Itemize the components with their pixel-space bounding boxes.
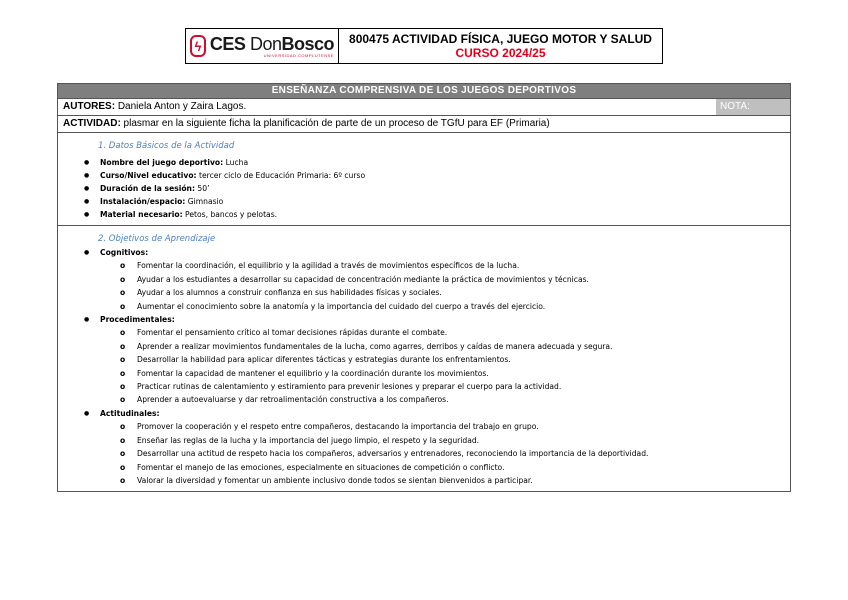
list-item: o Practicar rutinas de calentamiento y estiramiento para prevenir lesiones y preparar el cuerpo para la actividad. [58, 380, 790, 393]
course-year: CURSO 2024/25 [455, 46, 546, 60]
list-item: o Ayudar a los estudiantes a desarrollar su capacidad de concentración mediante la práctica de movimientos y técnicas. [58, 273, 790, 286]
list-item: o Promover la cooperación y el respeto entre compañeros, destacando la importancia del trabajo en grupo. [58, 420, 790, 433]
authors-label: AUTORES: [63, 101, 116, 112]
cognitive-objectives-list [58, 259, 790, 313]
sheet-band-title: ENSEÑANZA COMPRENSIVA DE LOS JUEGOS DEPORTIVOS [58, 84, 790, 98]
basic-data-list [58, 156, 790, 221]
group-label: Procedimentales: [100, 315, 175, 325]
item-value: Gimnasio [185, 197, 224, 206]
list-item: o Desarrollar una actitud de respeto hacia los compañeros, adversarios y entrenadores, reconociendo la importancia de la deportividad. [58, 447, 790, 460]
logo-shield-icon: ϟ [190, 35, 206, 57]
list-item: o Fomentar el pensamiento crítico al tomar decisiones rápidas durante el combate. [58, 326, 790, 339]
attitudinal-objectives-list [58, 420, 790, 487]
list-item: o Fomentar el manejo de las emociones, especialmente en situaciones de competición o conflicto. [58, 461, 790, 474]
item-label: Nombre del juego deportivo: [100, 158, 224, 167]
logo-bosco-text: Bosco [281, 33, 334, 54]
item-label: Duración de la sesión: [100, 184, 196, 193]
activity-sheet-table [57, 83, 791, 492]
objective-group-attitudinal [58, 407, 790, 420]
objectives-list [58, 246, 790, 259]
list-item: o Aprender a autoevaluarse y dar retroalimentación constructiva a los compañeros. [58, 393, 790, 406]
list-item [58, 195, 790, 208]
list-item: o Desarrollar la habilidad para aplicar diferentes tácticas y estrategias durante los enfrentamientos. [58, 353, 790, 366]
objectives-list-attitudinal [58, 407, 790, 420]
list-item [58, 208, 790, 221]
basic-data-section [58, 132, 790, 225]
activity-row [58, 115, 790, 132]
objective-group-procedural [58, 313, 790, 326]
objective-group-cognitive [58, 246, 790, 259]
list-item [58, 156, 790, 169]
authors-cell [58, 99, 716, 115]
group-label: Actitudinales: [100, 408, 160, 418]
list-item: o Ayudar a los alumnos a construir confianza en sus habilidades físicas y sociales. [58, 286, 790, 299]
item-label: Instalación/espacio: [100, 197, 186, 206]
course-subject-title: 800475 ACTIVIDAD FÍSICA, JUEGO MOTOR Y SALUD [349, 32, 652, 46]
document-header [185, 28, 663, 64]
list-item [58, 169, 790, 182]
list-item [58, 182, 790, 195]
basic-data-heading: 1. Datos Básicos de la Actividad [98, 141, 235, 151]
list-item: o Aumentar el conocimiento sobre la anatomía y la importancia del cuidado del cuerpo a través del ejercicio. [58, 300, 790, 313]
institution-logo [186, 29, 339, 63]
learning-objectives-heading: 2. Objetivos de Aprendizaje [98, 234, 216, 244]
list-item: o Valorar la diversidad y fomentar un ambiente inclusivo donde todos se sientan bienvenidos a participar. [58, 474, 790, 487]
logo-subtitle: UNIVERSIDAD COMPLUTENSE [263, 52, 334, 58]
item-value: Lucha [223, 158, 249, 167]
objectives-list-procedural [58, 313, 790, 326]
item-value: tercer ciclo de Educación Primaria: 6º curso [196, 171, 366, 180]
grade-cell: NOTA: [716, 99, 790, 115]
item-label: Curso/Nivel educativo: [100, 171, 197, 180]
group-label: Cognitivos: [100, 248, 149, 257]
procedural-objectives-list [58, 326, 790, 406]
list-item: o Aprender a realizar movimientos fundamentales de la lucha, como agarres, derribos y caídas de manera adecuada y segura. [58, 340, 790, 353]
authors-row [58, 98, 790, 115]
logo-don-text: Don [249, 33, 282, 54]
header-title-cell [339, 29, 662, 63]
learning-objectives-section [58, 225, 790, 491]
list-item: o Fomentar la coordinación, el equilibrio y la agilidad a través de movimientos específicos de la lucha. [58, 259, 790, 272]
activity-cell [58, 116, 790, 132]
authors-value: Daniela Anton y Zaira Lagos. [115, 101, 247, 112]
activity-value: plasmar en la siguiente ficha la planificación de parte de un proceso de TGfU para EF (Primaria) [120, 118, 550, 129]
list-item: o Enseñar las reglas de la lucha y la importancia del juego limpio, el respeto y la seguridad. [58, 434, 790, 447]
item-label: Material necesario: [100, 210, 183, 219]
activity-label: ACTIVIDAD: [63, 118, 121, 129]
item-value: 50’ [195, 184, 210, 193]
list-item: o Fomentar la capacidad de mantener el equilibrio y la coordinación durante los movimientos. [58, 367, 790, 380]
item-value: Petos, bancos y pelotas. [182, 210, 278, 219]
logo-ces-text: CES [209, 33, 246, 54]
